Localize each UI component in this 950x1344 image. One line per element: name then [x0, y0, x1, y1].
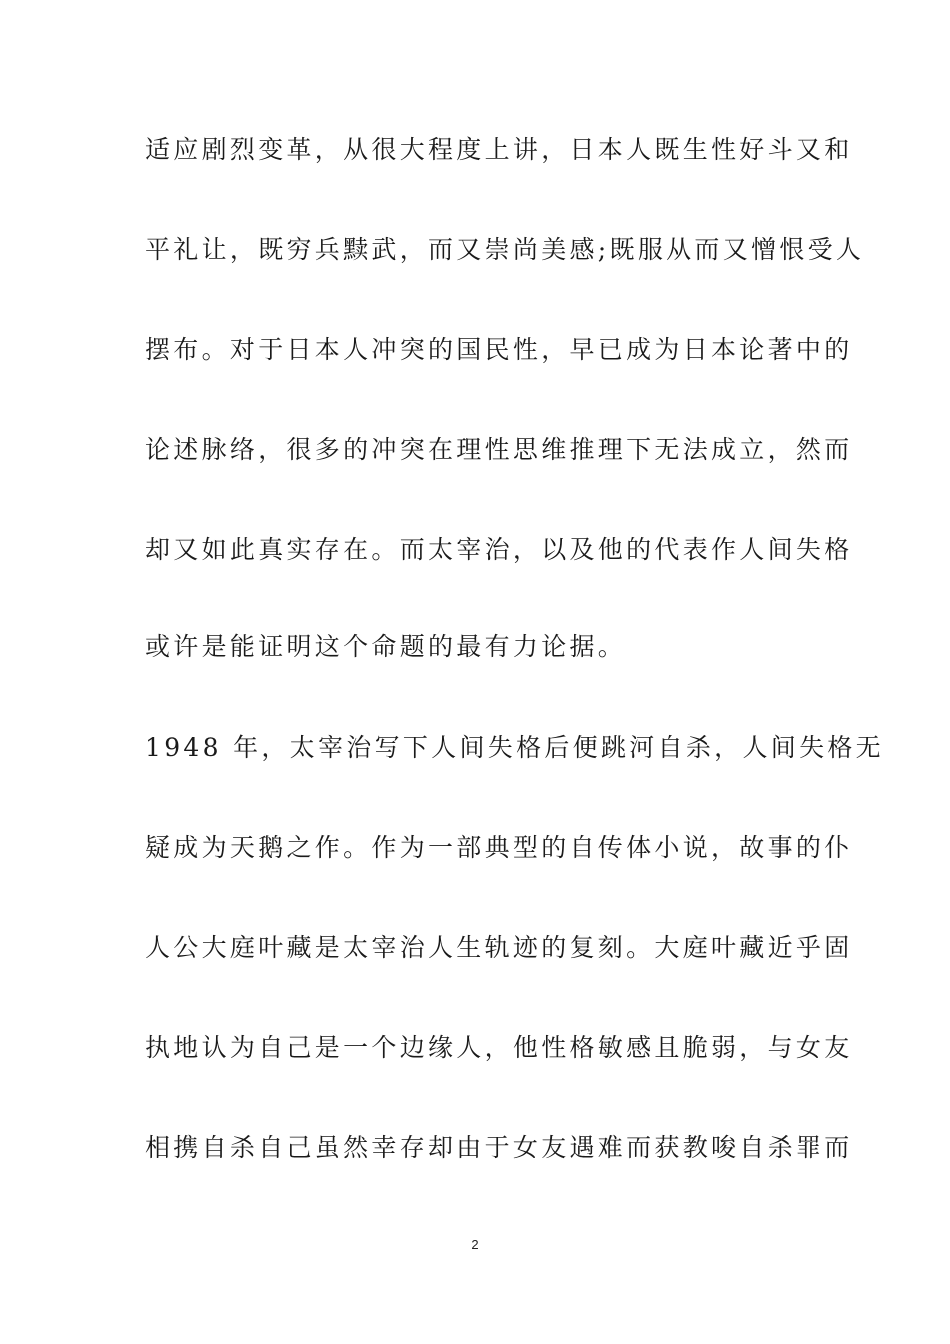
body-text-line: 执地认为自己是一个边缘人，他性格敏感且脆弱，与女友 [145, 1033, 853, 1062]
body-text-line: 平礼让，既穷兵黩武，而又崇尚美感;既服从而又憎恨受人 [145, 235, 865, 264]
body-text-line: 却又如此真实存在。而太宰治，以及他的代表作人间失格 [145, 535, 853, 564]
body-text-line: 人公大庭叶藏是太宰治人生轨迹的复刻。大庭叶藏近乎固 [145, 933, 853, 962]
body-text-line: 疑成为天鹅之作。作为一部典型的自传体小说，故事的仆 [145, 833, 853, 862]
page-number: 2 [471, 1237, 479, 1252]
body-text-line: 适应剧烈变革，从很大程度上讲，日本人既生性好斗又和 [145, 135, 853, 164]
body-text-line: 或许是能证明这个命题的最有力论据。 [145, 632, 627, 661]
body-text-line: 摆布。对于日本人冲突的国民性，早已成为日本论著中的 [145, 335, 853, 364]
body-text-line: 相携自杀自己虽然幸存却由于女友遇难而获教唆自杀罪而 [145, 1133, 853, 1162]
body-text-line: 1948 年，太宰治写下人间失格后便跳河自杀，人间失格无 [145, 733, 884, 762]
body-text-line: 论述脉络，很多的冲突在理性思维推理下无法成立，然而 [145, 435, 853, 464]
